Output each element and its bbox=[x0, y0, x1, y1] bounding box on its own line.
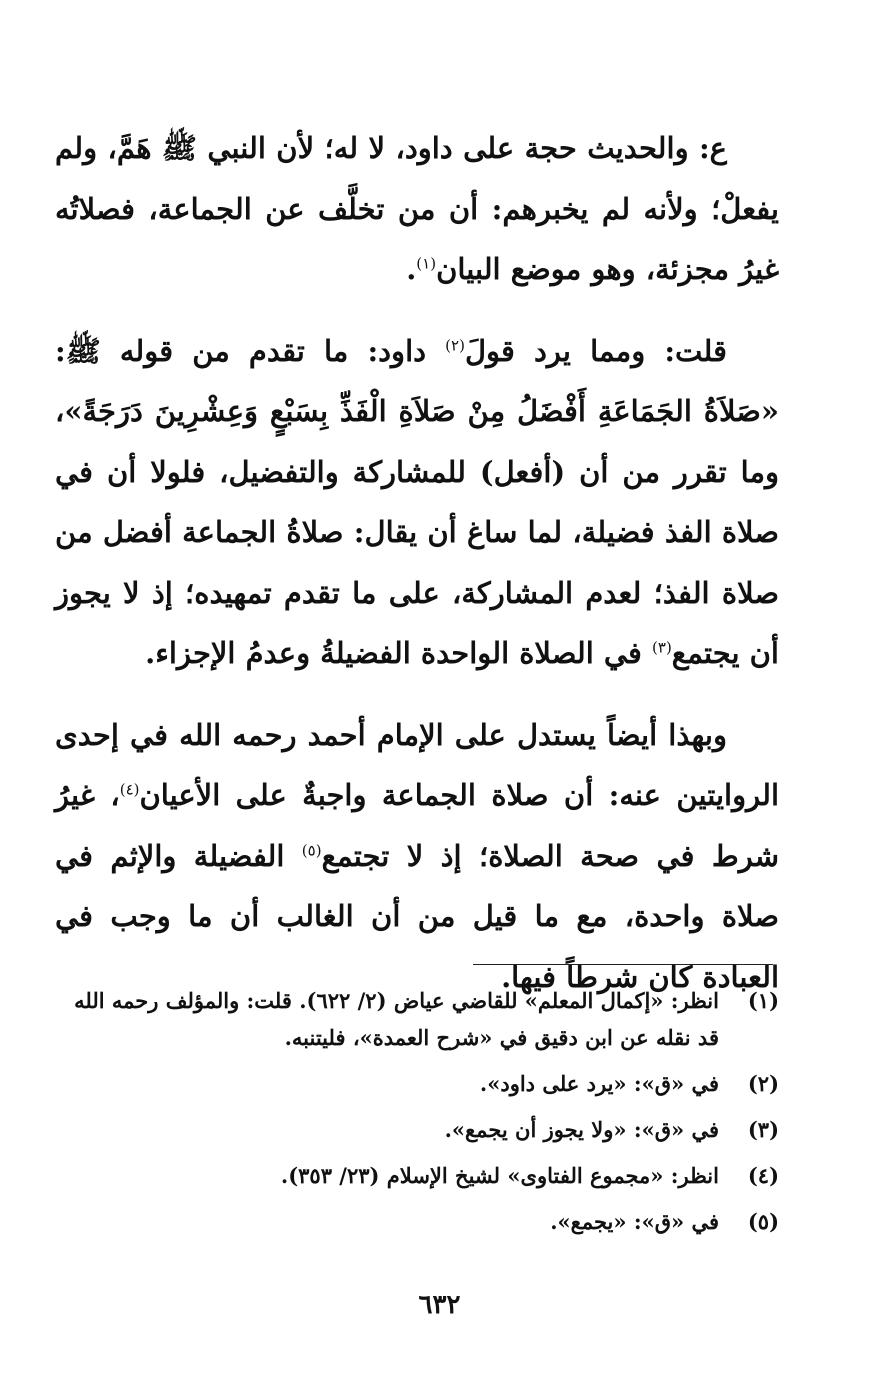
main-text-body bbox=[55, 118, 779, 1028]
paragraph-3 bbox=[55, 705, 779, 1008]
footnote-ref-4: (٤) bbox=[119, 780, 140, 799]
footnote-ref-5: (٥) bbox=[301, 840, 322, 859]
paragraph-2-text-c: في الصلاة الواحدة الفضيلةُ وعدمُ الإجزاء. bbox=[145, 636, 653, 670]
footnote-1 bbox=[55, 982, 779, 1056]
paragraph-1-text: ع: والحديث حجة على داود، لا له؛ لأن النبي ﷺ هَمَّ، ولم يفعلْ؛ ولأنه لم يخبرهم: أن من تخلَّف عن الجماعة، فصلاتُه غيرُ مجزئة، وهو موضع البيان bbox=[55, 131, 779, 286]
footnotes-section bbox=[55, 982, 779, 1249]
footnote-ref-2: (٢) bbox=[445, 335, 465, 354]
footnote-4-text: انظر: «مجموع الفتاوى» لشيخ الإسلام (٢٣/ ٣٥٣). bbox=[280, 1163, 719, 1188]
paragraph-1 bbox=[55, 118, 779, 300]
page-number: ٦٣٢ bbox=[418, 1290, 461, 1320]
paragraph-1-end: . bbox=[406, 252, 417, 286]
footnote-4-number: (٤) bbox=[747, 1163, 779, 1188]
footnote-3-text: في «ق»: «ولا يجوز أن يجمع». bbox=[444, 1117, 719, 1142]
footnote-1-text-a: انظر: «إكمال المعلم» للقاضي عياض (٢/ ٦٢٢). bbox=[291, 988, 719, 1013]
footnote-separator-line bbox=[473, 964, 773, 965]
footnote-2 bbox=[55, 1065, 779, 1102]
footnote-1-keyword: قلت bbox=[254, 988, 292, 1013]
footnote-1-text-b: : والمؤلف رحمه الله قد نقله عن ابن دقيق في «شرح العمدة»، فليتنبه. bbox=[74, 988, 719, 1050]
footnote-5-number: (٥) bbox=[747, 1209, 779, 1234]
footnote-3 bbox=[55, 1111, 779, 1148]
footnote-2-text: في «ق»: «يرد على داود». bbox=[479, 1071, 719, 1096]
paragraph-3-text-b: ، غيرُ شرط في صحة الصلاة؛ إذ لا تجتمع bbox=[55, 778, 779, 873]
paragraph-3-text-a: وبهذا أيضاً يستدل على الإمام أحمد رحمه الله في إحدى الروايتين عنه: أن صلاة الجماعة واجبةٌ على الأعيان bbox=[55, 717, 780, 812]
paragraph-2-lead-word: قلت bbox=[675, 333, 727, 368]
footnote-2-number: (٢) bbox=[747, 1071, 779, 1096]
footnote-1-number: (١) bbox=[747, 988, 779, 1013]
footnote-3-number: (٣) bbox=[747, 1117, 779, 1142]
paragraph-2 bbox=[55, 321, 779, 684]
paragraph-2-text-b: داود: ما تقدم من قوله ﷺ: «صَلاَةُ الجَمَاعَةِ أَفْضَلُ مِنْ صَلاَةِ الْفَذِّ بِسَبْعٍ وَعِشْرِينَ دَرَجَةً»، وما تقرر من أن (أفعل) للمشاركة والتفضيل، فلولا أن في صلاة الفذ فضيلة، لما ساغ أن يقال: صلاةُ الجماعة أفضل من صلاة الفذ؛ لعدم المشاركة، على ما تقدم تمهيده؛ إذ لا يجوز أن يجتمع bbox=[55, 333, 779, 670]
footnote-5-text: في «ق»: «يجمع». bbox=[550, 1209, 719, 1234]
paragraph-3-text-c: الفضيلة والإثم في صلاة واحدة، مع ما قيل من أن الغالب أن ما وجب في العبادة كان شرطاً فيها. bbox=[55, 838, 779, 994]
footnote-ref-1: (١) bbox=[416, 254, 437, 273]
footnote-4 bbox=[55, 1157, 779, 1194]
footnote-5 bbox=[55, 1203, 779, 1240]
paragraph-2-text-a: : ومما يرد قولَ bbox=[464, 333, 676, 368]
footnote-1-text bbox=[74, 988, 719, 1050]
footnote-ref-3: (٣) bbox=[652, 638, 672, 657]
